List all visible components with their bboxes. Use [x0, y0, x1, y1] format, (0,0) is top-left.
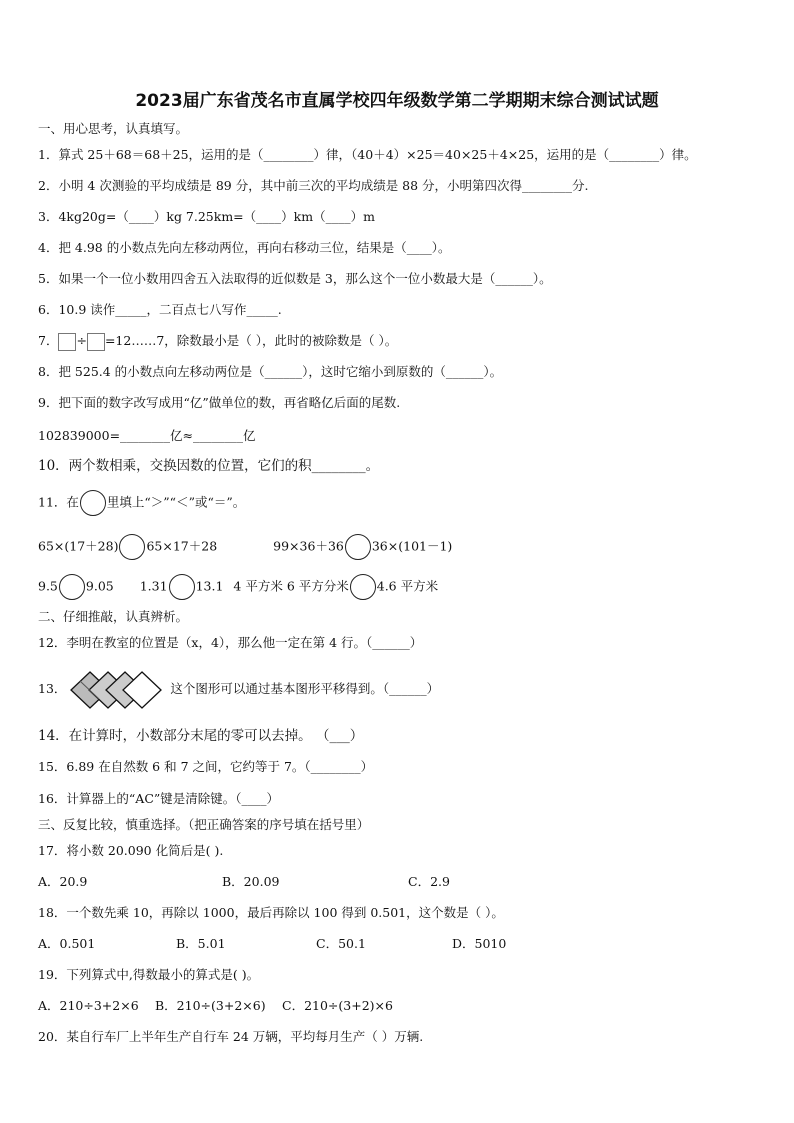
compare-circle: [345, 534, 371, 560]
q19-options: [38, 997, 393, 1015]
q19-option-a[interactable]: A．210÷3+2×6: [38, 998, 139, 1013]
compare-circle: [119, 534, 145, 560]
q17-option-b[interactable]: B．20.09: [222, 874, 280, 889]
q11-expr-f: 9.05: [85, 578, 114, 594]
section-2-heading: 二、仔细推敲，认真辨析。: [38, 609, 189, 624]
question-7: [38, 332, 397, 351]
question-16: 16．计算器上的“AC”键是清除键。（____）: [38, 791, 280, 806]
question-14: 14．在计算时，小数部分末尾的零可以去掉。 （___）: [38, 728, 364, 744]
q17-option-c[interactable]: C．2.9: [408, 874, 450, 889]
q17-option-a[interactable]: A．20.9: [38, 874, 88, 889]
q18-options: [38, 935, 506, 953]
dividend-box: [58, 333, 76, 351]
q11-intro: 11．在: [38, 494, 79, 510]
q11-row-1: [38, 534, 452, 560]
section-1-heading: 一、用心思考，认真填写。: [38, 121, 189, 136]
question-6: 6．10.9 读作_____，二百点七八写作_____.: [38, 302, 282, 317]
question-18: 18．一个数先乘 10，再除以 1000，最后再除以 100 得到 0.501，这个数是（ ）。: [38, 905, 504, 920]
page-title: 2023届广东省茂名市直属学校四年级数学第二学期期末综合测试试题: [135, 91, 659, 111]
q7-rest: =12……7，除数最小是（ ），此时的被除数是（ ）。: [104, 333, 398, 348]
divisor-box: [87, 333, 105, 351]
q19-option-c[interactable]: C．210÷(3+2)×6: [282, 998, 393, 1013]
question-8: 8．把 525.4 的小数点向左移动两位是（______），这时它缩小到原数的（______）。: [38, 364, 503, 379]
q7-division-sign: ÷: [76, 333, 87, 348]
q7-number: 7．: [38, 333, 59, 348]
q11-expr-j: 4.6 平方米: [376, 578, 439, 594]
q11-expr-e: 9.5: [38, 578, 58, 594]
q11-expr-b: 65×17＋28: [146, 538, 218, 554]
compare-circle: [80, 490, 106, 516]
question-15: 15．6.89 在自然数 6 和 7 之间，它约等于 7。（________）: [38, 759, 374, 774]
question-9: 9．把下面的数字改写成用“亿”做单位的数，再省略亿后面的尾数.: [38, 395, 401, 410]
q11-row-2: [38, 574, 438, 600]
q13-text: 这个图形可以通过基本图形平移得到。（______）: [170, 681, 440, 696]
q11-expr-d: 36×(101－1): [371, 538, 453, 554]
question-12: 12．李明在教室的位置是（x，4），那么他一定在第 4 行。（______）: [38, 635, 423, 650]
question-19: 19．下列算式中,得数最小的算式是( )。: [38, 967, 260, 982]
q18-option-b[interactable]: B．5.01: [176, 936, 226, 951]
compare-circle: [350, 574, 376, 600]
q17-options: [38, 873, 450, 891]
question-4: 4．把 4.98 的小数点先向左移动两位，再向右移动三位，结果是（____）。: [38, 240, 451, 255]
question-1: 1．算式 25＋68＝68＋25，运用的是（________）律，（40＋4）×25＝40×25＋4×25，运用的是（________）律。: [38, 147, 697, 162]
question-2: 2．小明 4 次测验的平均成绩是 89 分，其中前三次的平均成绩是 88 分，小明第四次得________分.: [38, 178, 589, 193]
q11-instruction: 里填上“＞”“＜”或“＝”。: [106, 494, 246, 510]
question-9-expression: 102839000=________亿≈________亿: [38, 428, 256, 443]
q11-expr-i: 4 平方米 6 平方分米: [233, 578, 349, 594]
question-17: 17．将小数 20.090 化简后是( ).: [38, 843, 224, 858]
q19-option-b[interactable]: B．210÷(3+2×6): [155, 998, 266, 1013]
q11-expr-g: 1.31: [139, 578, 168, 594]
q11-expr-h: 13.1: [195, 578, 224, 594]
question-5: 5．如果一个一位小数用四舍五入法取得的近似数是 3，那么这个一位小数最大是（______）。: [38, 271, 552, 286]
question-20: 20．某自行车厂上半年生产自行车 24 万辆，平均每月生产（ ）万辆.: [38, 1029, 424, 1044]
q18-option-d[interactable]: D．5010: [452, 936, 507, 951]
question-3: 3．4kg20g=（____）kg 7.25km=（____）km（____）m: [38, 209, 375, 224]
question-11: [38, 490, 245, 516]
diamond-pattern-figure: [70, 671, 162, 709]
compare-circle: [59, 574, 85, 600]
q11-expr-a: 65×(17＋28): [38, 538, 119, 554]
q18-option-a[interactable]: A．0.501: [38, 936, 96, 951]
q11-expr-c: 99×36＋36: [273, 538, 344, 554]
q13-number: 13．: [38, 681, 67, 696]
compare-circle: [169, 574, 195, 600]
question-13: [38, 670, 439, 709]
question-10: 10．两个数相乘，交换因数的位置，它们的积________。: [38, 458, 380, 474]
section-3-heading: 三、反复比较，慎重选择。（把正确答案的序号填在括号里）: [38, 817, 370, 832]
q18-option-c[interactable]: C．50.1: [316, 936, 366, 951]
